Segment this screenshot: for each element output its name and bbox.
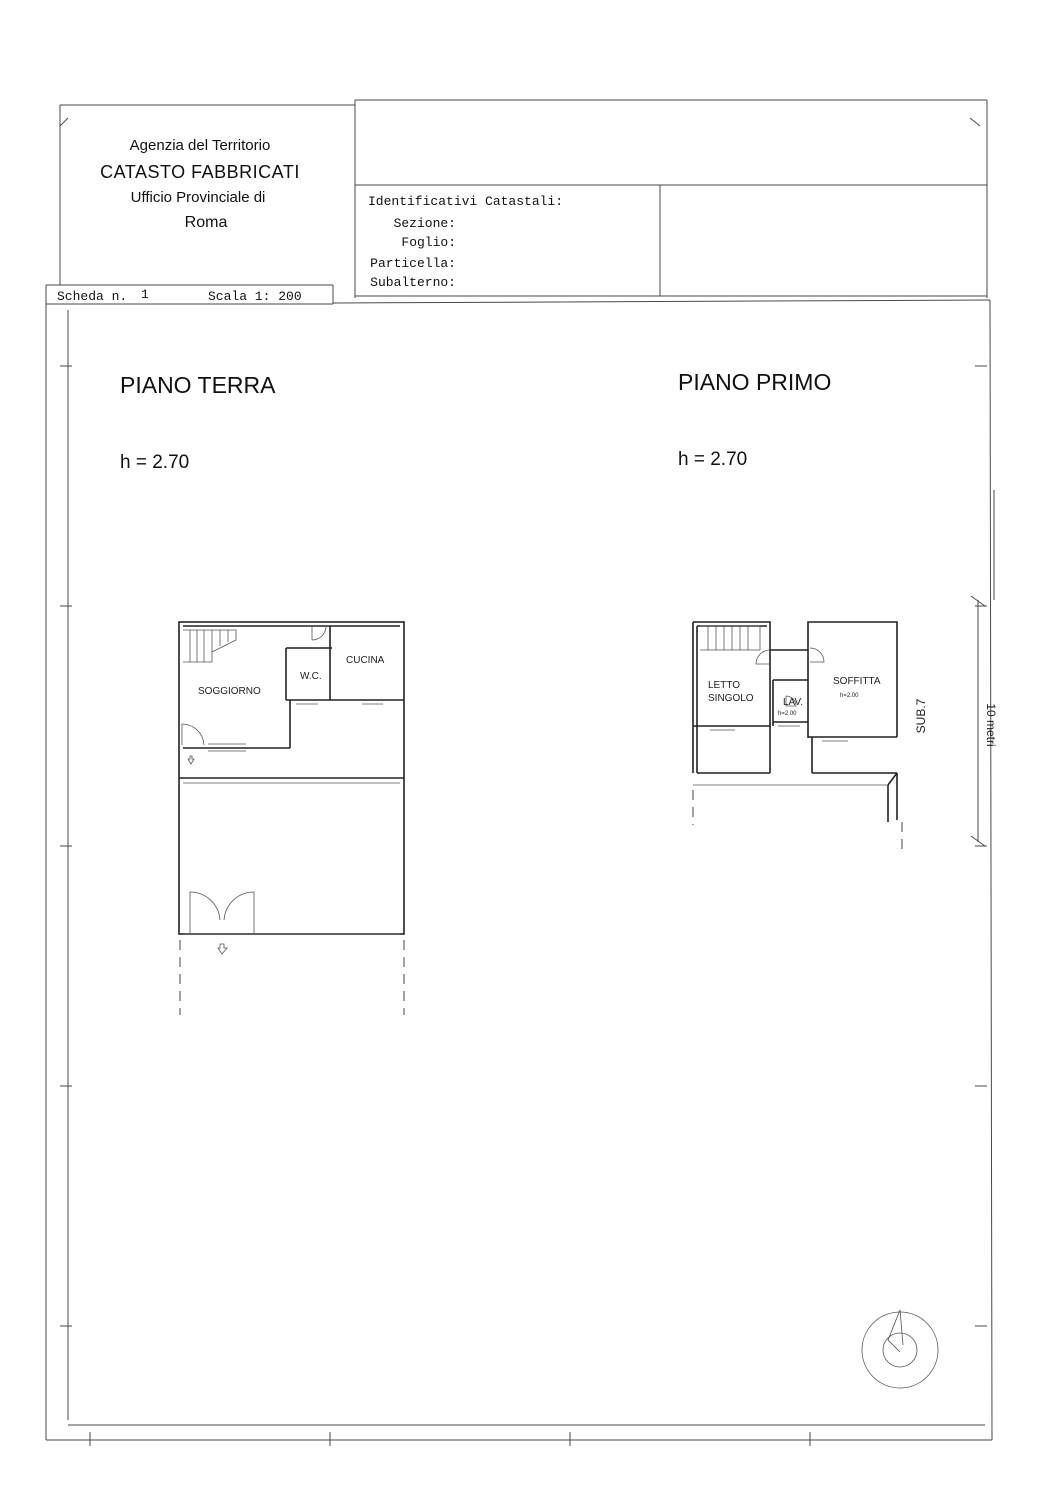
room-cucina: CUCINA xyxy=(346,655,385,666)
first-floor-title: PIANO PRIMO xyxy=(678,369,832,395)
first-floor-height: h = 2.70 xyxy=(678,449,748,470)
particella-label: Particella: xyxy=(370,256,456,271)
identifiers-title: Identificativi Catastali: xyxy=(368,194,564,209)
room-soffitta: SOFFITTA xyxy=(833,676,881,687)
scheda-label: Scheda n. xyxy=(57,289,128,304)
room-soggiorno: SOGGIORNO xyxy=(198,686,261,697)
room-lav: LAV. xyxy=(783,697,804,708)
agency-name: Agenzia del Territorio xyxy=(129,137,271,154)
room-letto: LETTO xyxy=(708,680,741,691)
office-label: Ufficio Provinciale di xyxy=(130,189,266,206)
catasto-title: CATASTO FABBRICATI xyxy=(100,162,300,182)
stair-symbol xyxy=(183,630,236,662)
north-arrow-icon xyxy=(862,1310,938,1388)
sezione-label: Sezione: xyxy=(393,216,456,231)
ground-floor-title: PIANO TERRA xyxy=(120,372,276,398)
scale-bar-label: 10 metri xyxy=(984,703,998,747)
scale-label: Scala 1: 200 xyxy=(208,289,302,304)
ground-floor-plan xyxy=(179,622,404,1015)
room-letto-singolo: SINGOLO xyxy=(708,693,754,704)
foglio-label: Foglio: xyxy=(401,235,456,250)
subalterno-label: Subalterno: xyxy=(370,275,456,290)
room-lav-height: h=2.00 xyxy=(778,711,797,717)
sub-label: SUB.7 xyxy=(914,698,928,734)
office-city: Roma xyxy=(184,214,228,231)
ground-floor-height: h = 2.70 xyxy=(120,452,190,473)
scheda-number: 1 xyxy=(141,287,149,302)
room-soffitta-height: h=2.00 xyxy=(840,693,859,699)
first-floor-plan xyxy=(693,622,902,852)
room-wc: W.C. xyxy=(300,671,322,682)
